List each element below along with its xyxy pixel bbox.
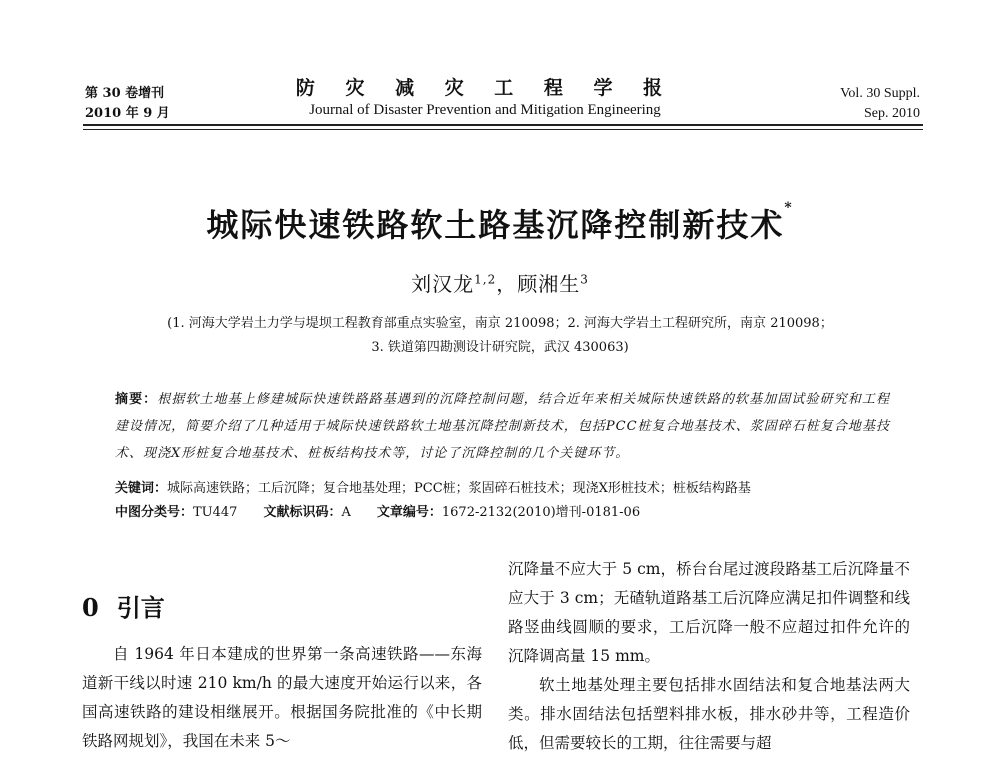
body-paragraph: 软土地基处理主要包括排水固结法和复合地基法两大类。排水固结法包括塑料排水板，排水砂井等，工程造价低，但需要较长的工期，往往需要与超 <box>508 676 910 752</box>
header-rule-thick <box>83 124 923 126</box>
classification-line <box>115 502 905 524</box>
body-column-left <box>82 640 482 756</box>
author-line <box>0 268 1000 297</box>
article-id-value: 1672-2132(2010)增刊-0181-06 <box>441 505 641 520</box>
date-en: Sep. 2010 <box>864 106 920 121</box>
paper-title-text: 城际快速铁路软土路基沉降控制新技术 <box>206 206 785 244</box>
journal-issue-cn <box>85 84 170 124</box>
title-footnote-mark: * <box>784 200 794 216</box>
paper-title <box>0 200 1000 246</box>
body-column-right <box>508 555 910 758</box>
abstract-text: 根据软土地基上修建城际快速铁路路基遇到的沉降控制问题，结合近年来相关城际快速铁路的软基加固试验研究和工程建设情况，简要介绍了几种适用于城际快速铁路软土地基沉降控制新技术，包括PCC桩复合地基技术、浆固碎石桩复合地基技术、现浇X形桩复合地基技术、桩板结构技术等，讨论了沉降控制的几个关键环节。 <box>115 392 890 461</box>
author-separator: ， <box>496 272 518 296</box>
section-title: 引言 <box>116 593 165 622</box>
keywords-label: 关键词： <box>115 481 168 496</box>
journal-name-en: Journal of Disaster Prevention and Mitigation Engineering <box>309 102 661 118</box>
keywords <box>115 478 905 500</box>
affiliations <box>95 312 905 360</box>
author-affil-ref: 3 <box>580 272 589 287</box>
keywords-text: 城际高速铁路；工后沉降；复合地基处理；PCC桩；浆固碎石桩技术；现浇X形桩技术；桩板结构路基 <box>167 481 751 496</box>
body-paragraph: 沉降量不应大于 5 cm，桥台台尾过渡段路基工后沉降量不应大于 3 cm；无碴轨道路基工后沉降应满足扣件调整和线路竖曲线圆顺的要求，工后沉降一般不应超过扣件允许的沉降调高量 15 mm。 <box>508 560 910 665</box>
header-rule-thin <box>83 129 923 130</box>
journal-issue-en <box>840 84 920 124</box>
section-number: 0 <box>82 593 99 622</box>
section-heading <box>82 588 165 623</box>
article-id-label: 文章编号： <box>376 505 442 520</box>
author-affil-ref: 1,2 <box>474 272 497 287</box>
date-cn: 2010 年 9 月 <box>85 106 170 121</box>
author-name: 刘汉龙 <box>411 272 475 296</box>
abstract <box>115 386 890 467</box>
clc-value: TU447 <box>193 505 238 520</box>
journal-title-block <box>240 76 730 120</box>
body-paragraph: 自 1964 年日本建成的世界第一条高速铁路——东海道新干线以时速 210 km/h 的最大速度开始运行以来，各国高速铁路的建设相继展开。根据国务院批准的《中长期铁路网规划》，我国在未来 5～ <box>82 645 482 750</box>
affiliation-line: (1. 河海大学岩土力学与堤坝工程教育部重点实验室，南京 210098；2. 河海大学岩土工程研究所，南京 210098； <box>167 316 833 331</box>
abstract-label: 摘要： <box>115 392 158 407</box>
author-name: 顾湘生 <box>517 272 581 296</box>
affiliation-line: 3. 铁道第四勘测设计研究院，武汉 430063) <box>371 340 629 355</box>
journal-name-cn: 防 灾 减 灾 工 程 学 报 <box>295 77 675 99</box>
doc-code-value: A <box>341 505 351 520</box>
clc-label: 中图分类号： <box>115 505 194 520</box>
doc-code-label: 文献标识码： <box>263 505 342 520</box>
volume-en: Vol. 30 Suppl. <box>840 86 920 101</box>
volume-cn: 第 30 卷增刊 <box>85 86 165 101</box>
